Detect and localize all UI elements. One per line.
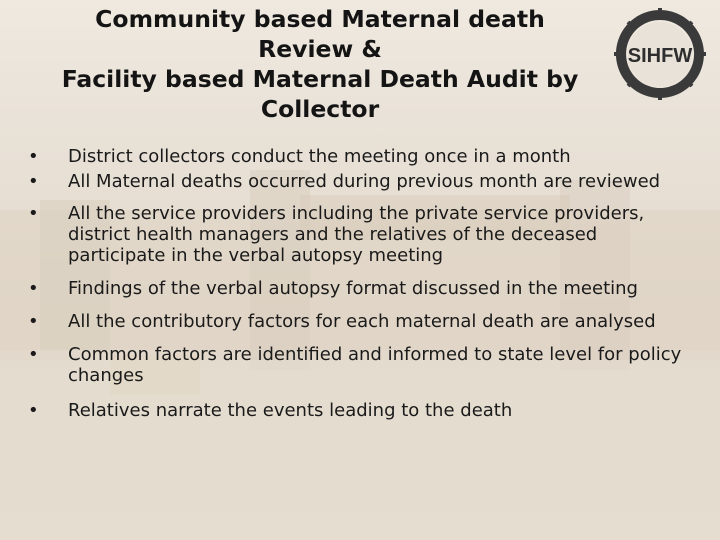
bullet-dot: • [28, 400, 39, 421]
title-line: Facility based Maternal Death Audit by [61, 65, 579, 93]
bullet-item: • All the contributory factors for each maternal death are analysed [28, 311, 656, 332]
bullet-dot: • [28, 203, 39, 224]
slide-title [20, 4, 620, 124]
bullet-item: • All Maternal deaths occurred during previous month are reviewed [28, 171, 661, 192]
bullet-item: • Common factors are identified and informed to state level for policy changes [28, 344, 682, 386]
bullet-dot: • [28, 146, 39, 167]
title-line: Community based Maternal death [95, 5, 545, 33]
bullet-item: • District collectors conduct the meeting once in a month [28, 146, 571, 167]
bullet-dot: • [28, 171, 39, 192]
bullet-dot: • [28, 311, 39, 332]
sihfw-logo [612, 6, 708, 102]
title-line: Review & [258, 35, 382, 63]
bullet-item: • All the service providers including the private service providers, district health managers and the relatives of the deceased participate in the verbal autopsy meeting [28, 203, 645, 266]
bullet-dot: • [28, 344, 39, 365]
logo-text: SIHFW [627, 45, 693, 67]
bullet-item: • Findings of the verbal autopsy format discussed in the meeting [28, 278, 638, 299]
bullet-dot: • [28, 278, 39, 299]
bullet-item: • Relatives narrate the events leading to the death [28, 400, 513, 421]
bullet-list [28, 146, 698, 421]
title-line: Collector [260, 95, 380, 123]
